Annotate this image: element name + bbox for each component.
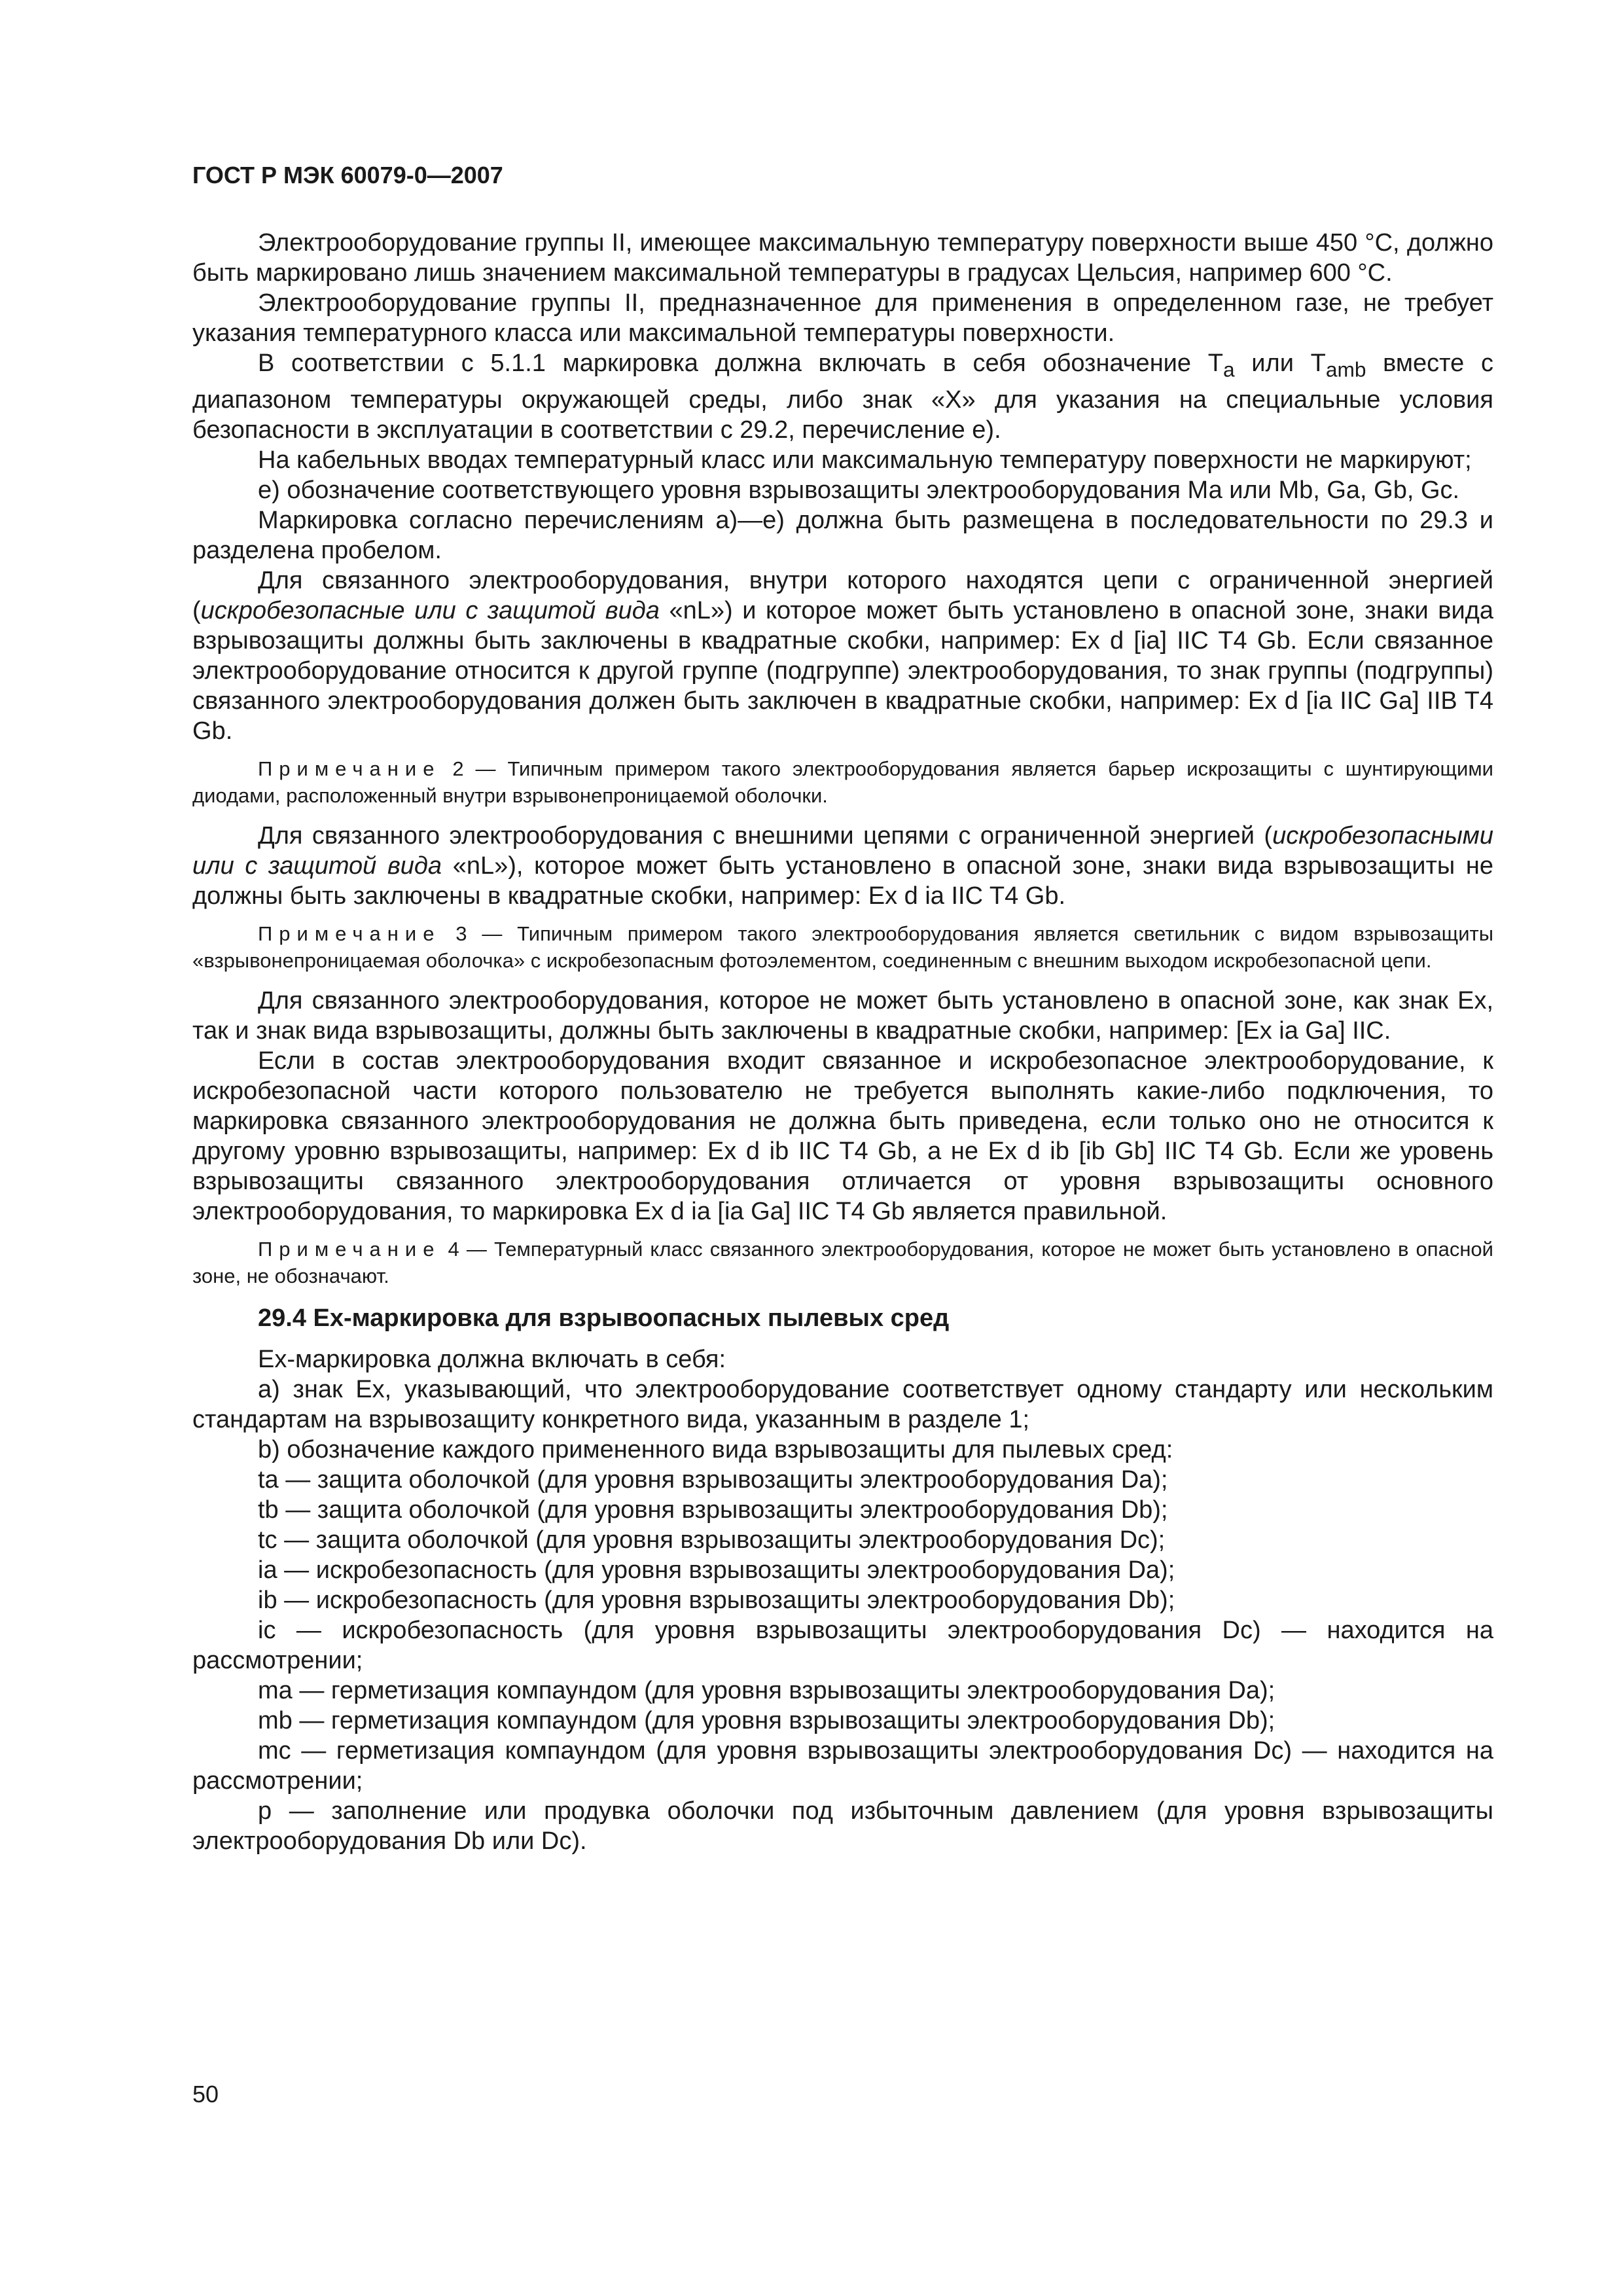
list-item: b) обозначение каждого примененного вида взрывозащиты для пылевых сред: bbox=[258, 1435, 1173, 1463]
note bbox=[192, 920, 1493, 974]
note bbox=[192, 1236, 1493, 1289]
list-item: а) знак Ех, указывающий, что электрооборудование соответствует одному стандарту или нескольким стандартам на взрывозащиту конкретного вида, указанным в разделе 1; bbox=[192, 1375, 1493, 1433]
text-run: или T bbox=[1234, 350, 1326, 377]
text-run: В соответствии с 5.1.1 маркировка должна включать в себя обозначение T bbox=[258, 350, 1223, 377]
list-item: ia — искробезопасность (для уровня взрывозащиты электрооборудования Da); bbox=[258, 1556, 1175, 1584]
paragraph bbox=[192, 565, 1493, 746]
list-item: ic — искробезопасность (для уровня взрывозащиты электрооборудования Dc) — находится на рассмотрении; bbox=[192, 1616, 1493, 1674]
note-label: Примечание bbox=[258, 1237, 441, 1261]
paragraph: Ех-маркировка должна включать в себя: bbox=[258, 1345, 726, 1373]
text-run: «nL»), которое может быть установлено в опасной зоне, знаки вида взрывозащиты не должны быть заключены в квадратные скобки, например: Ex d ia IIC T4 Gb. bbox=[192, 852, 1494, 910]
list-item: mc — герметизация компаундом (для уровня взрывозащиты электрооборудования Dc) — находится на рассмотрении; bbox=[192, 1736, 1493, 1795]
paragraph: Для связанного электрооборудования, которое не может быть установлено в опасной зоне, как знак Ex, так и знак вида взрывозащиты, должны быть заключены в квадратные скобки, например: [Ex ia Ga] IIC. bbox=[192, 986, 1493, 1045]
note-text: 3 — Типичным примером такого электрооборудования является светильник с видом взрывозащиты «взрывонепроницаемая оболочка» с искробезопасным фотоэлементом, соединенным с внешним выходом искробезопасной цепи. bbox=[192, 922, 1493, 972]
note-label: Примечание bbox=[258, 757, 441, 780]
text-run: Для связанного электрооборудования с внешними цепями с ограниченной энергией ( bbox=[258, 821, 1273, 850]
page-number: 50 bbox=[192, 2081, 219, 2108]
note-text: 2 — Типичным примером такого электрооборудования является барьер искрозащиты с шунтирующими диодами, расположенный внутри взрывонепроницаемой оболочки. bbox=[192, 757, 1493, 807]
paragraph: Маркировка согласно перечислениям а)—е) должна быть размещена в последовательности по 29.3 и разделена пробелом. bbox=[192, 506, 1493, 564]
list-item: р — заполнение или продувка оболочки под избыточным давлением (для уровня взрывозащиты электрооборудования Db или Dc). bbox=[192, 1797, 1493, 1855]
text-run: вместе с диапазоном температуры окружающей среды, либо знак «Х» для указания на специальные условия безопасности в эксплуатации в соответствии с 29.2, перечисление е). bbox=[192, 350, 1493, 444]
paragraph: Электрооборудование группы II, имеющее максимальную температуру поверхности выше 450 °С, должно быть маркировано лишь значением максимальной температуры в градусах Цельсия, например 600 °С. bbox=[192, 229, 1493, 287]
list-item: tc — защита оболочкой (для уровня взрывозащиты электрооборудования Dc); bbox=[258, 1526, 1166, 1554]
note-label: Примечание bbox=[258, 922, 441, 945]
paragraph: Если в состав электрооборудования входит связанное и искробезопасное электрооборудование, к искробезопасной части которого пользователю не требуется выполнять какие-либо подключения, то маркировка связанного электрооборудования не должна быть приведена, если только оно не относится к другому уровню взрывозащиты, например: Ex d ib IIC T4 Gb, а не Ex d ib [ib Gb] IIC T4 Gb. Если же уровень взрывозащиты связанного электрооборудования отличается от уровня взрывозащиты основного электрооборудования, то маркировка Ex d ia [ia Ga] IIC T4 Gb является правильной. bbox=[192, 1047, 1493, 1225]
paragraph bbox=[192, 821, 1493, 911]
italic-text: искробезопасные или с защитой вида bbox=[200, 596, 660, 624]
list-item: ta — защита оболочкой (для уровня взрывозащиты электрооборудования Da); bbox=[258, 1465, 1168, 1494]
list-item: tb — защита оболочкой (для уровня взрывозащиты электрооборудования Db); bbox=[258, 1496, 1168, 1524]
document-body bbox=[192, 228, 1493, 1856]
text-run: «nL») и которое может быть установлено в опасной зоне, знаки вида взрывозащиты должны быть заключены в квадратные скобки, например: Ex d [ia] IIC T4 Gb. Если связанное электрооборудование относится к другой группе (подгруппе) электрооборудования, то знак группы (подгруппы) связанного электрооборудования должен быть заключен в квадратные скобки, например: Ex d [ia IIC Ga] IIB T4 Gb. bbox=[192, 596, 1493, 745]
section-heading: 29.4 Ех-маркировка для взрывоопасных пылевых сред bbox=[258, 1304, 950, 1332]
document-header: ГОСТ Р МЭК 60079-0—2007 bbox=[192, 162, 503, 188]
list-item: mb — герметизация компаундом (для уровня взрывозащиты электрооборудования Db); bbox=[258, 1706, 1275, 1734]
paragraph bbox=[192, 348, 1493, 445]
paragraph: На кабельных вводах температурный класс или максимальную температуру поверхности не маркируют; bbox=[258, 446, 1472, 474]
note-text: 4 — Температурный класс связанного электрооборудования, которое не может быть установлено в опасной зоне, не обозначают. bbox=[192, 1237, 1493, 1287]
italic-text: искробезопасными или с защитой вида bbox=[192, 821, 1493, 880]
paragraph: Электрооборудование группы II, предназначенное для применения в определенном газе, не требует указания температурного класса или максимальной температуры поверхности. bbox=[192, 289, 1493, 347]
subscript: amb bbox=[1325, 357, 1366, 382]
text-run: Для связанного электрооборудования, внутри которого находятся цепи с ограниченной энергией ( bbox=[192, 566, 1493, 624]
paragraph: е) обозначение соответствующего уровня взрывозащиты электрооборудования Ма или Mb, Ga, Gb, Gc. bbox=[258, 476, 1460, 504]
list-item: ib — искробезопасность (для уровня взрывозащиты электрооборудования Db); bbox=[258, 1586, 1175, 1614]
subscript: a bbox=[1222, 357, 1235, 382]
note bbox=[192, 755, 1493, 809]
list-item: ma — герметизация компаундом (для уровня взрывозащиты электрооборудования Da); bbox=[258, 1676, 1275, 1704]
